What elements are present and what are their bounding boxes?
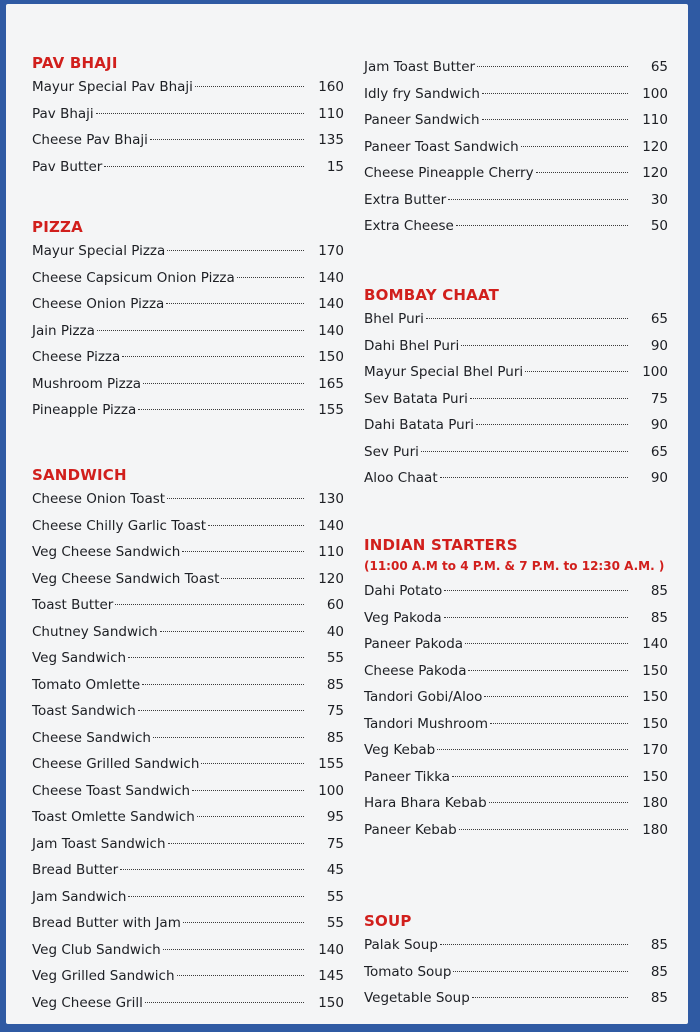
menu-item-price: 120 (642, 165, 668, 181)
menu-item (32, 910, 344, 937)
menu-item-name: Jam Sandwich (32, 888, 127, 905)
menu-item-price: 140 (318, 517, 344, 534)
menu-item-price: 180 (642, 821, 668, 838)
menu-item (364, 959, 668, 986)
dotted-leader (525, 371, 628, 372)
menu-item (364, 658, 668, 685)
menu-item-name: Mayur Special Bhel Puri (364, 364, 524, 380)
menu-item-name: Cheese Pizza (32, 349, 121, 365)
menu-item-name: Veg Club Sandwich (32, 941, 161, 958)
menu-item-price: 120 (642, 138, 668, 155)
dotted-leader (437, 749, 628, 750)
menu-section (32, 52, 344, 180)
dotted-leader (192, 790, 304, 791)
menu-item (364, 160, 668, 187)
menu-item-name: Paneer Pakoda (364, 636, 464, 652)
dotted-leader (138, 409, 304, 410)
menu-item-name: Veg Pakoda (364, 609, 442, 626)
menu-item (364, 81, 668, 108)
menu-item-price: 140 (318, 269, 344, 286)
menu-item-name: Cheese Onion Toast (32, 491, 166, 507)
dotted-leader (104, 166, 304, 167)
menu-item-price: 85 (650, 609, 668, 626)
menu-item-price: 170 (642, 742, 668, 758)
dotted-leader (472, 997, 628, 998)
menu-item-name: Chutney Sandwich (32, 623, 158, 640)
dotted-leader (143, 383, 304, 384)
dotted-leader (465, 643, 628, 644)
dotted-leader (476, 424, 628, 425)
dotted-leader (120, 869, 304, 870)
menu-item (32, 619, 344, 646)
menu-item-name: Toast Omlette Sandwich (32, 809, 195, 825)
dotted-leader (160, 631, 304, 632)
menu-item-name: Bread Butter with Jam (32, 915, 181, 931)
menu-item-price: 75 (326, 835, 344, 852)
menu-item-price: 85 (650, 990, 668, 1006)
menu-item (32, 645, 344, 672)
menu-item-name: Veg Cheese Grill (32, 994, 143, 1011)
menu-item (364, 631, 668, 658)
menu-item-name: Bread Butter (32, 862, 119, 878)
menu-item (32, 672, 344, 699)
menu-item-name: Cheese Sandwich (32, 729, 151, 746)
menu-item-price: 75 (650, 390, 668, 407)
menu-item-price: 110 (318, 544, 344, 560)
dotted-leader (221, 578, 304, 579)
menu-item-price: 55 (326, 888, 344, 905)
menu-item-name: Jam Toast Sandwich (32, 835, 166, 852)
menu-item (364, 578, 668, 605)
menu-item-price: 85 (650, 963, 668, 980)
menu-item-price: 15 (326, 158, 344, 175)
menu-item-name: Sev Batata Puri (364, 390, 468, 407)
menu-item-name: Paneer Tikka (364, 768, 451, 785)
menu-item-name: Mayur Special Pizza (32, 243, 166, 259)
dotted-leader (477, 66, 628, 67)
menu-item-name: Sev Puri (364, 443, 419, 460)
menu-item-name: Pav Bhaji (32, 105, 94, 122)
menu-item (32, 566, 344, 593)
menu-item (32, 371, 344, 398)
menu-item-price: 140 (318, 322, 344, 339)
menu-item (364, 187, 668, 214)
dotted-leader (153, 737, 304, 738)
menu-item-price: 145 (318, 968, 344, 984)
dotted-leader (115, 604, 304, 605)
menu-item (364, 306, 668, 333)
dotted-leader (167, 498, 304, 499)
dotted-leader (201, 763, 304, 764)
menu-item-name: Tomato Omlette (32, 676, 141, 693)
menu-item (364, 465, 668, 492)
menu-item-price: 160 (318, 79, 344, 95)
menu-item-price: 85 (650, 937, 668, 953)
menu-item-price: 100 (642, 85, 668, 102)
menu-item-price: 140 (642, 636, 668, 652)
dotted-leader (426, 318, 628, 319)
menu-item (364, 107, 668, 134)
menu-item-price: 85 (650, 583, 668, 599)
menu-item-price: 180 (642, 795, 668, 811)
dotted-leader (456, 225, 628, 226)
dotted-leader (96, 113, 304, 114)
dotted-leader (484, 696, 628, 697)
menu-item-price: 100 (642, 364, 668, 380)
dotted-leader (163, 949, 304, 950)
menu-item-name: Cheese Pineapple Cherry (364, 165, 534, 181)
menu-item-price: 150 (642, 662, 668, 679)
menu-item (32, 884, 344, 911)
dotted-leader (128, 896, 304, 897)
menu-item (32, 857, 344, 884)
menu-item-name: Cheese Grilled Sandwich (32, 756, 200, 772)
menu-item (364, 817, 668, 844)
menu-item-name: Toast Sandwich (32, 703, 136, 719)
menu-item-price: 165 (318, 375, 344, 392)
dotted-leader (145, 1002, 304, 1003)
menu-item-name: Jain Pizza (32, 322, 95, 339)
menu-item-name: Cheese Capsicum Onion Pizza (32, 269, 235, 286)
menu-section (364, 54, 668, 240)
dotted-leader (453, 971, 628, 972)
menu-item (32, 804, 344, 831)
menu-item-name: Veg Grilled Sandwich (32, 968, 175, 984)
menu-item (32, 238, 344, 265)
dotted-leader (489, 802, 628, 803)
dotted-leader (461, 345, 628, 346)
menu-item-name: Extra Butter (364, 191, 447, 208)
menu-item (32, 937, 344, 964)
menu-item-name: Veg Cheese Sandwich (32, 544, 181, 560)
menu-item-name: Toast Butter (32, 597, 114, 613)
menu-item (32, 831, 344, 858)
dotted-leader (521, 146, 628, 147)
dotted-leader (168, 843, 304, 844)
menu-item-price: 85 (326, 729, 344, 746)
menu-item (364, 684, 668, 711)
menu-item (32, 539, 344, 566)
menu-item (364, 213, 668, 240)
dotted-leader (167, 250, 304, 251)
dotted-leader (142, 684, 304, 685)
menu-item-price: 65 (650, 443, 668, 460)
menu-item (32, 265, 344, 292)
dotted-leader (440, 944, 628, 945)
menu-item-name: Bhel Puri (364, 311, 424, 327)
dotted-leader (122, 356, 304, 357)
menu-section (364, 910, 668, 1012)
menu-item-name: Hara Bhara Kebab (364, 795, 487, 811)
section-title: SANDWICH (32, 466, 127, 484)
menu-item-name: Palak Soup (364, 937, 438, 953)
menu-item-name: Paneer Toast Sandwich (364, 138, 519, 155)
menu-item-name: Tandori Mushroom (364, 715, 488, 732)
menu-item-name: Pineapple Pizza (32, 402, 137, 418)
menu-item (32, 397, 344, 424)
menu-section (32, 464, 344, 1016)
menu-item (364, 386, 668, 413)
menu-item (32, 990, 344, 1017)
menu-item-name: Dahi Potato (364, 583, 443, 599)
menu-item (32, 344, 344, 371)
menu-item-price: 140 (318, 941, 344, 958)
menu-item-name: Dahi Batata Puri (364, 417, 474, 433)
menu-item-price: 55 (326, 915, 344, 931)
section-title: SOUP (364, 912, 412, 930)
menu-item (364, 412, 668, 439)
dotted-leader (138, 710, 304, 711)
menu-item-name: Tandori Gobi/Aloo (364, 689, 483, 705)
menu-item (364, 932, 668, 959)
menu-item-price: 85 (326, 676, 344, 693)
menu-item-price: 110 (318, 105, 344, 122)
menu-item-price: 75 (326, 703, 344, 719)
dotted-leader (490, 723, 628, 724)
menu-item-price: 60 (326, 597, 344, 613)
menu-section (364, 284, 668, 492)
menu-item (32, 963, 344, 990)
dotted-leader (183, 922, 304, 923)
menu-item (364, 333, 668, 360)
menu-item (32, 698, 344, 725)
dotted-leader (482, 119, 628, 120)
menu-item (364, 359, 668, 386)
dotted-leader (208, 525, 304, 526)
menu-item-name: Pav Butter (32, 158, 103, 175)
menu-item-name: Jam Toast Butter (364, 59, 476, 75)
menu-item-price: 45 (326, 862, 344, 878)
menu-item-price: 170 (318, 243, 344, 259)
section-title: INDIAN STARTERS (364, 536, 518, 554)
menu-item (364, 737, 668, 764)
menu-item-price: 110 (642, 112, 668, 128)
menu-item-name: Mushroom Pizza (32, 375, 142, 392)
menu-item-price: 90 (650, 470, 668, 486)
menu-item-name: Tomato Soup (364, 963, 452, 980)
menu-item-price: 130 (318, 491, 344, 507)
menu-item (364, 985, 668, 1012)
dotted-leader (128, 657, 304, 658)
menu-item-price: 155 (318, 402, 344, 418)
menu-item (364, 764, 668, 791)
menu-item (32, 74, 344, 101)
menu-item (364, 54, 668, 81)
menu-item-price: 155 (318, 756, 344, 772)
dotted-leader (237, 277, 304, 278)
dotted-leader (536, 172, 628, 173)
menu-item-price: 90 (650, 417, 668, 433)
menu-item-name: Paneer Sandwich (364, 112, 480, 128)
dotted-leader (177, 975, 304, 976)
menu-item-price: 40 (326, 623, 344, 640)
menu-item-price: 150 (642, 689, 668, 705)
dotted-leader (468, 670, 628, 671)
menu-item-price: 90 (650, 337, 668, 354)
section-title: PAV BHAJI (32, 54, 118, 72)
dotted-leader (440, 477, 628, 478)
menu-item-name: Paneer Kebab (364, 821, 457, 838)
section-title: BOMBAY CHAAT (364, 286, 500, 304)
menu-item-price: 120 (318, 570, 344, 587)
menu-item-name: Veg Sandwich (32, 650, 127, 666)
menu-item-name: Cheese Toast Sandwich (32, 782, 191, 799)
dotted-leader (182, 551, 304, 552)
menu-item-price: 55 (326, 650, 344, 666)
menu-item (32, 486, 344, 513)
menu-item-name: Cheese Pav Bhaji (32, 132, 148, 148)
menu-item-price: 150 (642, 715, 668, 732)
menu-item-name: Cheese Chilly Garlic Toast (32, 517, 207, 534)
menu-item-name: Veg Kebab (364, 742, 436, 758)
dotted-leader (195, 86, 304, 87)
menu-item (32, 291, 344, 318)
dotted-leader (97, 330, 304, 331)
menu-item-price: 95 (326, 809, 344, 825)
menu-item (32, 101, 344, 128)
menu-item-name: Dahi Bhel Puri (364, 337, 460, 354)
menu-item-price: 30 (650, 191, 668, 208)
dotted-leader (444, 617, 628, 618)
section-title: PIZZA (32, 218, 83, 236)
dotted-leader (470, 398, 628, 399)
menu-item (364, 790, 668, 817)
dotted-leader (482, 93, 628, 94)
menu-page (6, 4, 688, 1024)
menu-section (32, 216, 344, 424)
menu-item (364, 711, 668, 738)
menu-item-price: 140 (318, 296, 344, 312)
menu-item-price: 65 (650, 311, 668, 327)
menu-item-price: 50 (650, 218, 668, 234)
menu-item-name: Cheese Pakoda (364, 662, 467, 679)
menu-item (364, 439, 668, 466)
menu-item-name: Mayur Special Pav Bhaji (32, 79, 193, 95)
menu-item-name: Extra Cheese (364, 218, 454, 234)
menu-item-price: 65 (650, 59, 668, 75)
menu-item-price: 150 (642, 768, 668, 785)
menu-item (364, 134, 668, 161)
menu-item (32, 751, 344, 778)
menu-item-name: Idly fry Sandwich (364, 85, 480, 102)
menu-section (364, 534, 668, 843)
menu-item (32, 154, 344, 181)
menu-item (32, 513, 344, 540)
menu-item-name: Veg Cheese Sandwich Toast (32, 570, 220, 587)
dotted-leader (459, 829, 628, 830)
menu-item (32, 318, 344, 345)
menu-item-name: Vegetable Soup (364, 990, 470, 1006)
dotted-leader (452, 776, 628, 777)
dotted-leader (150, 139, 304, 140)
menu-item-price: 150 (318, 349, 344, 365)
dotted-leader (166, 303, 304, 304)
section-subtitle: (11:00 A.M to 4 P.M. & 7 P.M. to 12:30 A.M. ) (364, 559, 665, 573)
dotted-leader (444, 590, 628, 591)
dotted-leader (448, 199, 628, 200)
menu-item (364, 605, 668, 632)
menu-item-price: 150 (318, 994, 344, 1011)
menu-item-name: Aloo Chaat (364, 470, 438, 486)
dotted-leader (421, 451, 628, 452)
menu-item-price: 100 (318, 782, 344, 799)
dotted-leader (197, 816, 304, 817)
menu-item (32, 127, 344, 154)
menu-item-name: Cheese Onion Pizza (32, 296, 165, 312)
menu-item (32, 778, 344, 805)
menu-item-price: 135 (318, 132, 344, 148)
menu-item (32, 725, 344, 752)
menu-item (32, 592, 344, 619)
